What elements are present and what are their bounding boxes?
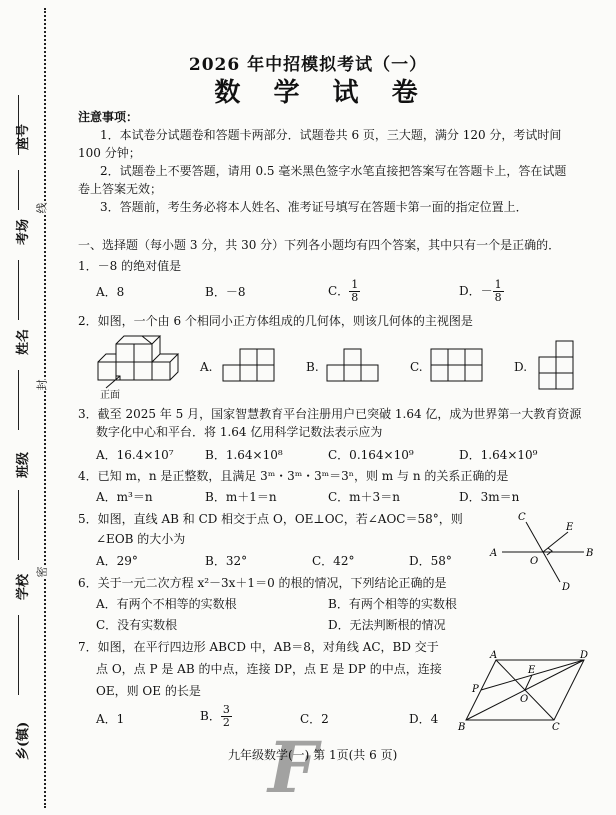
- note-line-3: 2．试题卷上不要答题，请用 0.5 毫米黑色签字水笔直接把答案写在答题卡上，答在试题: [100, 164, 567, 178]
- label-class: 班级: [16, 451, 31, 478]
- q7-label-c: C: [552, 722, 560, 733]
- q7-option-a: A．1: [96, 712, 125, 726]
- q3-option-b: B．1.64×10⁸: [205, 448, 283, 462]
- q5-option-a: A．29°: [96, 554, 138, 568]
- q7-stem-line-3: OE，则 OE 的长是: [96, 684, 201, 698]
- q2-stem: 2．如图，一个由 6 个相同小正方体组成的几何体，则该几何体的主视图是: [78, 314, 473, 328]
- q7-label-p: P: [472, 684, 479, 695]
- q2-front-label: 正面: [100, 390, 120, 401]
- note-line-1: 1．本试卷分试题卷和答题卡两部分．试题卷共 6 页，三大题，满分 120 分，考试时间: [100, 128, 562, 142]
- q2-option-a-label: A.: [200, 360, 213, 374]
- page-footer: 九年级数学(一) 第 1页(共 6 页): [228, 748, 398, 762]
- section-1-title: 一、选择题（每小题 3 分，共 30 分）下列各小题均有四个答案，其中只有一个是正确的．: [78, 238, 561, 252]
- q6-stem: 6．关于一元二次方程 x²－3x＋1＝0 的根的情况，下列结论正确的是: [78, 576, 447, 590]
- q5-stem-line-2: ∠EOB 的大小为: [96, 532, 186, 546]
- q1-option-c: C． $\frac{1}{8}$: [328, 278, 359, 304]
- q3-option-c: C．0.164×10⁹: [328, 448, 414, 462]
- q4-stem: 4．已知 m，n 是正整数，且满足 3ᵐ・3ᵐ・3ᵐ＝3ⁿ，则 m 与 n 的关系正确的是: [78, 469, 509, 483]
- town-line: [18, 615, 19, 695]
- q3-option-d: D．1.64×10⁹: [459, 448, 538, 462]
- notes-heading: 注意事项：: [78, 110, 139, 124]
- q7-label-o: O: [520, 694, 529, 705]
- exam-room-line: [18, 170, 19, 210]
- q5-option-d: D．58°: [409, 554, 452, 568]
- q5-label-o: O: [530, 556, 539, 567]
- q5-option-b: B．32°: [205, 554, 248, 568]
- q7-stem-line-1: 7．如图，在平行四边形 ABCD 中，AB＝8，对角线 AC，BD 交于: [78, 640, 439, 654]
- q5-label-b: B: [586, 548, 594, 559]
- q5-figure: [488, 510, 598, 592]
- q2-option-b-view[interactable]: [326, 348, 380, 382]
- label-exam-room: 考场: [16, 218, 31, 245]
- q5-label-c: C: [518, 512, 526, 523]
- q4-option-b: B．m＋1＝n: [205, 490, 277, 504]
- q7-label-e: E: [528, 665, 536, 676]
- q7-label-a: A: [490, 650, 498, 661]
- q3-stem-line-1: 3．截至 2025 年 5 月，国家智慧教育平台注册用户已突破 1.64 亿，成为世界第一大教育资源: [78, 407, 582, 421]
- q5-label-e: E: [566, 522, 574, 533]
- seal-char-seal: 封: [32, 380, 52, 391]
- q7-option-b: B． $\frac{3}{2}$: [200, 703, 230, 729]
- label-name: 姓名: [16, 328, 31, 355]
- label-seat-number: 座号: [16, 123, 31, 150]
- q7-stem-line-2: 点 O，点 P 是 AB 的中点，连接 DP，点 E 是 DP 的中点，连接: [96, 662, 442, 676]
- q7-parallelogram-figure: [458, 648, 598, 732]
- name-line: [18, 260, 19, 320]
- q7-label-b: B: [458, 722, 466, 733]
- q4-option-a: A．m³＝n: [96, 490, 153, 504]
- q7-label-d: D: [580, 650, 589, 661]
- q3-option-a: A．16.4×10⁷: [96, 448, 174, 462]
- q6-option-b: B．有两个相等的实数根: [328, 597, 457, 611]
- q2-option-d-label: D.: [514, 360, 528, 374]
- seal-char-secret: 密: [32, 567, 52, 578]
- seal-char-line: 线: [32, 203, 52, 214]
- q3-stem-line-2: 数字化中心和平台．将 1.64 亿用科学记数法表示应为: [96, 425, 383, 439]
- class-line: [18, 370, 19, 430]
- q2-option-b-label: B.: [306, 360, 319, 374]
- q2-option-d-view[interactable]: [538, 340, 576, 392]
- q1-option-a: A．8: [96, 285, 125, 299]
- label-town: 乡(镇): [16, 721, 31, 760]
- q5-label-d: D: [562, 582, 571, 593]
- q1-stem: 1．－8 的绝对值是: [78, 259, 182, 273]
- q4-option-d: D．3m＝n: [459, 490, 520, 504]
- q4-option-c: C．m＋3＝n: [328, 490, 400, 504]
- school-line: [18, 490, 19, 560]
- note-line-5: 3．答题前，考生务必将本人姓名、准考证号填写在答题卡第一面的指定位置上．: [100, 200, 528, 214]
- q5-option-c: C．42°: [312, 554, 355, 568]
- q6-option-a: A．有两个不相等的实数根: [96, 597, 237, 611]
- label-school: 学校: [16, 573, 31, 600]
- q2-option-a-view[interactable]: [222, 348, 276, 382]
- q1-option-d: D．－ $\frac{1}{8}$: [459, 278, 502, 304]
- note-line-4: 卷上答案无效；: [78, 182, 163, 196]
- q7-option-d: D．4: [409, 712, 439, 726]
- note-line-2: 100 分钟；: [78, 146, 141, 160]
- q6-option-d: D．无法判断根的情况: [328, 618, 446, 632]
- q6-option-c: C．没有实数根: [96, 618, 178, 632]
- q2-option-c-view[interactable]: [430, 348, 484, 382]
- q2-option-c-label: C.: [410, 360, 423, 374]
- binding-margin: [0, 0, 60, 815]
- q5-stem-line-1: 5．如图，直线 AB 和 CD 相交于点 O，OE⊥OC，若∠AOC＝58°，则: [78, 512, 463, 526]
- q5-label-a: A: [490, 548, 498, 559]
- q1-option-b: B．－8: [205, 285, 246, 299]
- cut-line: [44, 8, 46, 808]
- watermark-logo: F: [268, 726, 318, 809]
- subject-title: 数 学 试 卷: [214, 78, 430, 108]
- exam-title: 2026 年中招模拟考试（一）: [188, 55, 428, 75]
- q7-option-c: C．2: [300, 712, 329, 726]
